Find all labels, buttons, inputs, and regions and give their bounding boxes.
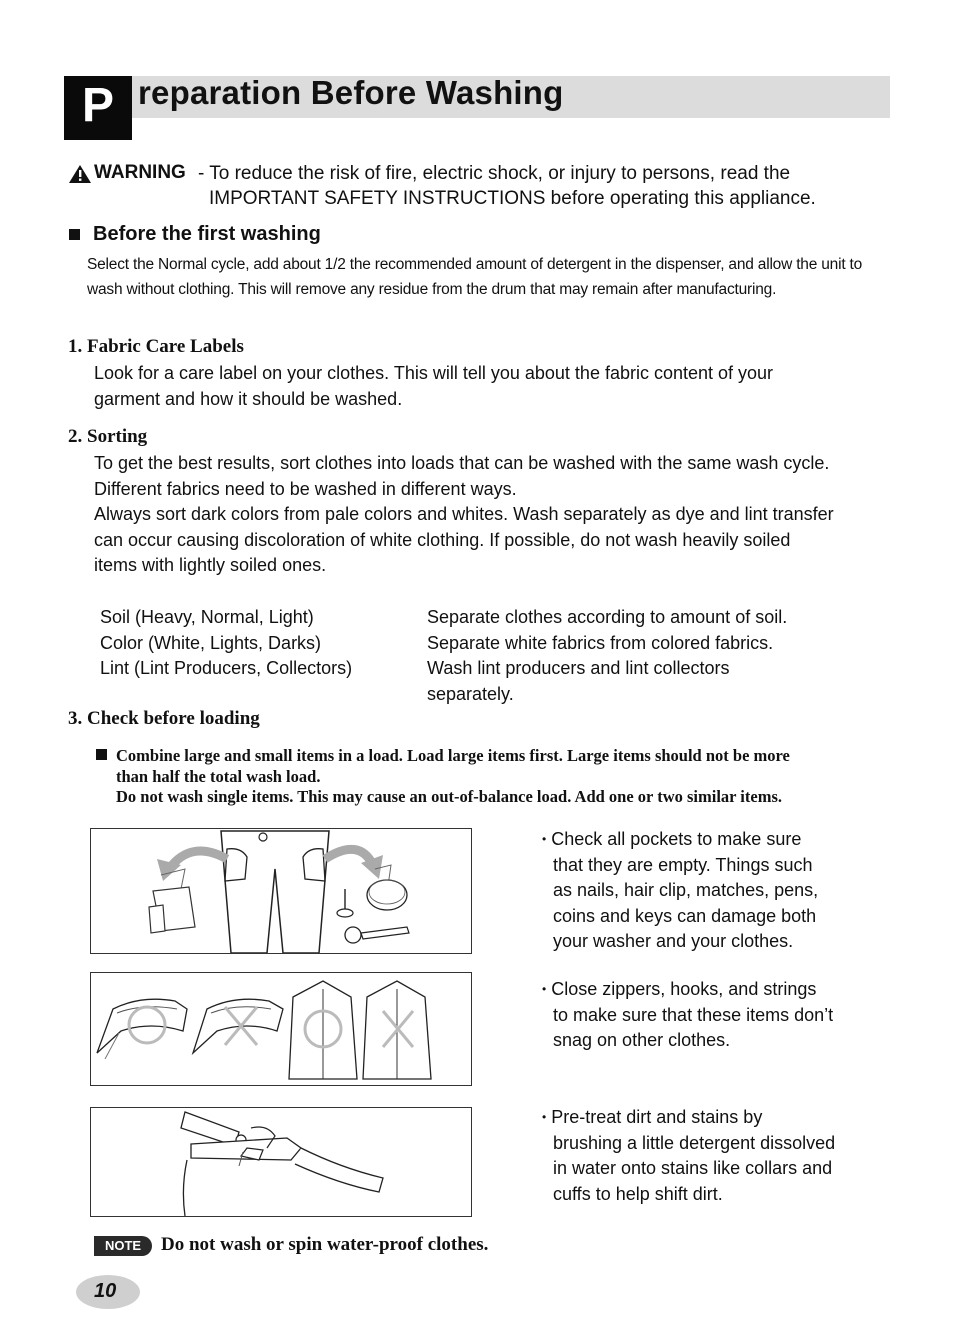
sort-instruction: separately. <box>427 683 514 704</box>
zippers-illustration <box>90 972 472 1086</box>
sort-table-right <box>427 605 787 707</box>
text-line: items with lightly soiled ones. <box>94 555 327 575</box>
square-bullet-icon <box>69 229 80 240</box>
bullet-line: as nails, hair clip, matches, pens, <box>553 880 819 900</box>
warning-label: WARNING <box>94 162 186 183</box>
sort-category: Lint (Lint Producers, Collectors) <box>100 658 353 678</box>
text-line: Different fabrics need to be washed in different ways. <box>94 478 517 499</box>
bullet-line: to make sure that these items don’t <box>553 1004 834 1025</box>
section-sorting-title: 2. Sorting <box>68 426 148 447</box>
bullet-dot: • <box>542 982 547 996</box>
text-line: To get the best results, sort clothes into loads that can be washed with the same wash cycle. <box>94 453 830 473</box>
sort-table-left <box>100 605 352 682</box>
bullet-line <box>542 827 818 853</box>
sort-instruction: Separate clothes according to amount of soil. <box>427 607 788 627</box>
bullet-dot: • <box>542 1110 547 1124</box>
header-initial: P <box>64 76 132 140</box>
note-badge: NOTE <box>94 1236 152 1256</box>
text-line: Look for a care label on your clothes. This will tell you about the fabric content of your <box>94 363 774 383</box>
bullet-line: snag on other clothes. <box>553 1030 731 1050</box>
bullet-line: brushing a little detergent dissolved <box>553 1132 836 1153</box>
bullet-line <box>542 1105 835 1131</box>
square-bullet-icon <box>96 749 107 760</box>
bullet-line: your washer and your clothes. <box>553 931 794 951</box>
bullet-line <box>542 977 833 1003</box>
section-fabric-care-body <box>94 361 773 412</box>
pants-pockets-drawing <box>91 829 471 953</box>
bullet-pretreat <box>542 1105 835 1207</box>
bullet-pockets <box>542 827 818 955</box>
pretreat-illustration <box>90 1107 472 1217</box>
sort-instruction: Wash lint producers and lint collectors <box>427 658 730 678</box>
detergent-collar-drawing <box>91 1108 471 1216</box>
section-fabric-care-title: 1. Fabric Care Labels <box>68 336 244 357</box>
bullet-dot: • <box>542 832 547 846</box>
bullet-text: Pre-treat dirt and stains by <box>551 1107 763 1127</box>
check-loading-note <box>116 746 790 808</box>
text-line: garment and how it should be washed. <box>94 388 403 409</box>
text-line: Do not wash single items. This may cause an out-of-balance load. Add one or two similar items. <box>116 787 782 806</box>
text-line: Combine large and small items in a load. Load large items first. Large items should not be more <box>116 746 790 765</box>
bullet-line: in water onto stains like collars and <box>553 1158 833 1178</box>
bullet-line: cuffs to help shift dirt. <box>553 1183 723 1204</box>
bullet-text: Close zippers, hooks, and strings <box>551 979 817 999</box>
warning-text-line1: - To reduce the risk of fire, electric shock, or injury to persons, read the <box>198 163 791 184</box>
sort-category: Color (White, Lights, Darks) <box>100 632 322 653</box>
text-line: Always sort dark colors from pale colors and whites. Wash separately as dye and lint transfer <box>94 504 834 524</box>
bullet-zippers <box>542 977 833 1054</box>
note-text: Do not wash or spin water-proof clothes. <box>161 1234 489 1255</box>
section-sorting-body <box>94 451 834 579</box>
text-line: can occur causing discoloration of white clothing. If possible, do not wash heavily soiled <box>94 529 791 550</box>
sort-category: Soil (Heavy, Normal, Light) <box>100 607 314 627</box>
before-first-washing-title: Before the first washing <box>93 223 321 245</box>
warning-triangle-icon <box>68 164 92 184</box>
sort-instruction: Separate white fabrics from colored fabrics. <box>427 632 774 653</box>
garments-zippers-drawing <box>91 973 471 1085</box>
page-number: 10 <box>94 1280 117 1302</box>
pockets-illustration <box>90 828 472 954</box>
page-title: reparation Before Washing <box>138 74 564 111</box>
bullet-text: Check all pockets to make sure <box>551 829 802 849</box>
warning-text-line2: IMPORTANT SAFETY INSTRUCTIONS before operating this appliance. <box>209 188 816 209</box>
text-line: than half the total wash load. <box>116 766 321 786</box>
bullet-line: that they are empty. Things such <box>553 854 813 875</box>
section-check-loading-title: 3. Check before loading <box>68 708 260 729</box>
before-first-washing-body: Select the Normal cycle, add about 1/2 the recommended amount of detergent in the dispenser, and allow the unit to wash without clothing. This will remove any residue from the drum that may remain after manufacturing. <box>87 256 863 298</box>
bullet-line: coins and keys can damage both <box>553 905 817 926</box>
